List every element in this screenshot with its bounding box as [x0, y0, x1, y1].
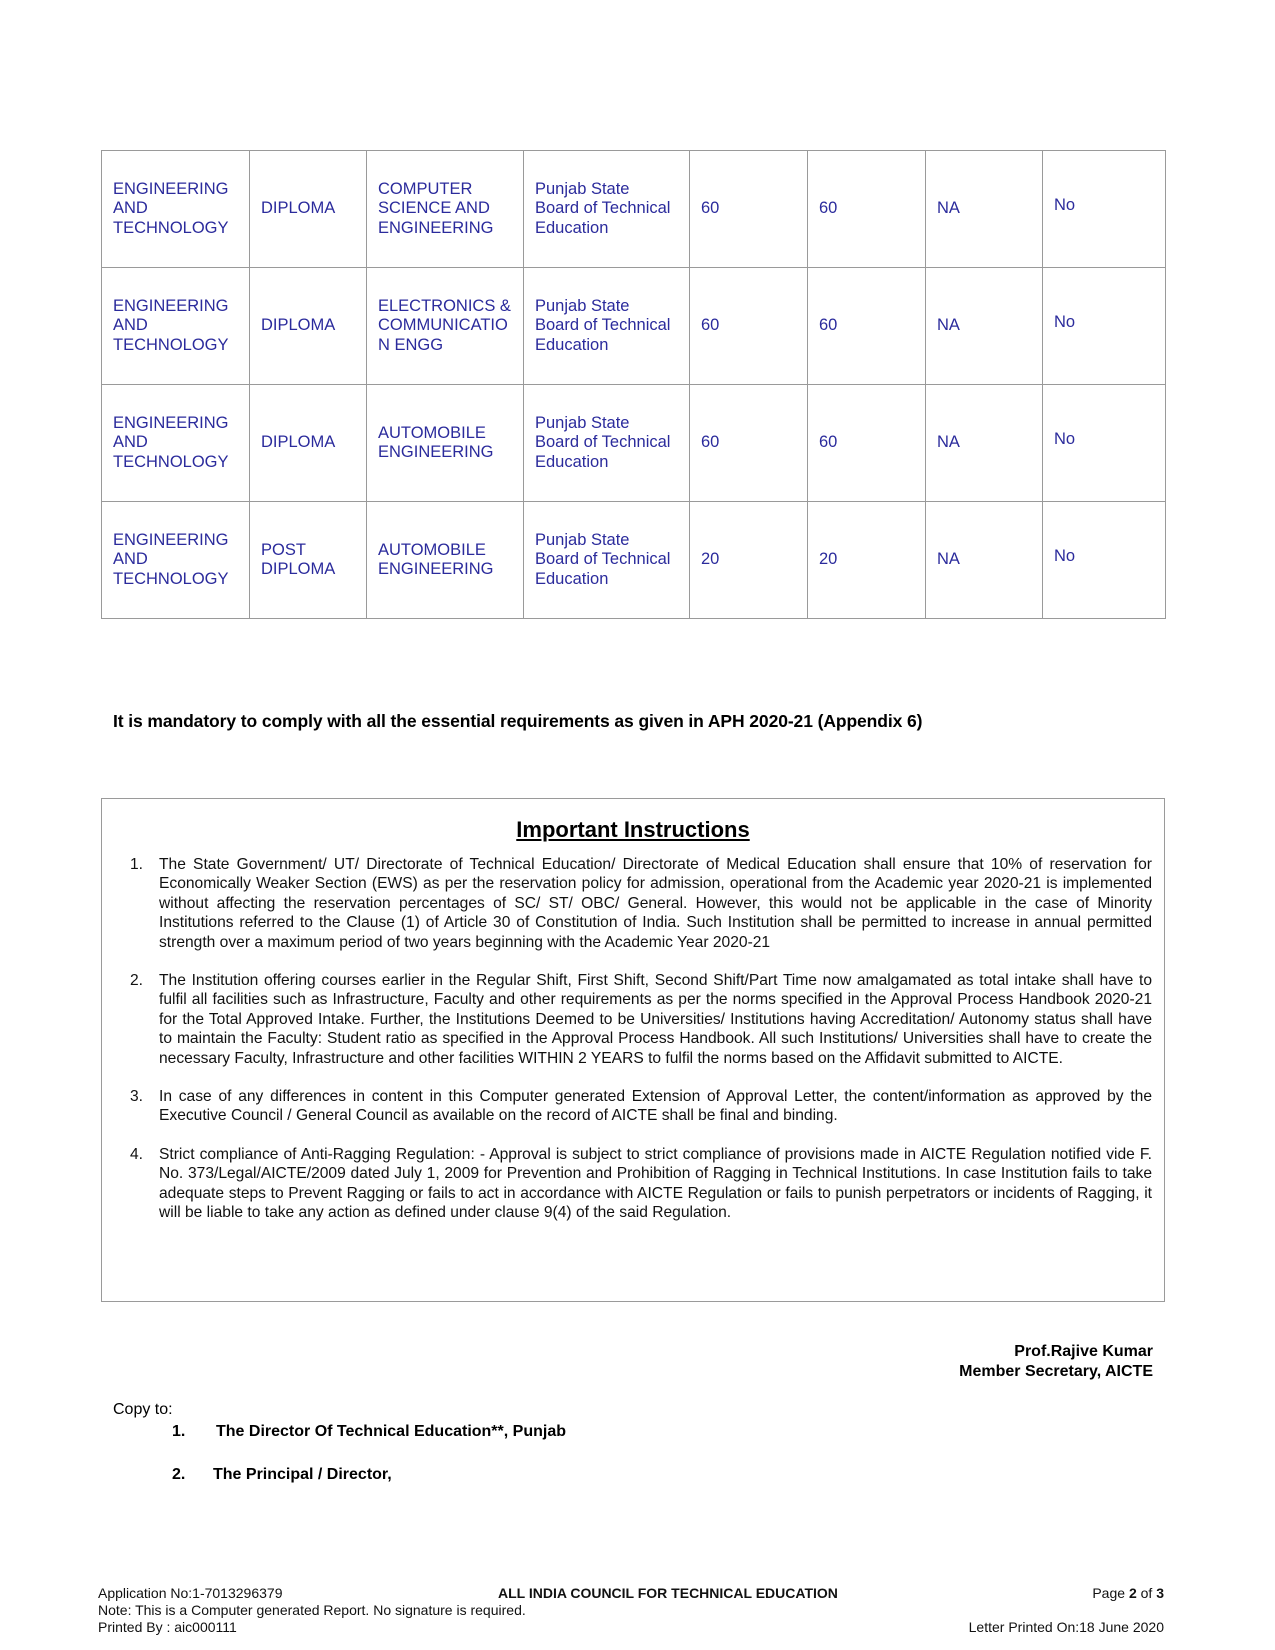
- instructions-title: Important Instructions: [516, 817, 750, 842]
- instruction-item: [124, 971, 1152, 1068]
- instruction-item: [124, 855, 1152, 952]
- program-cell: ENGINEERING AND TECHNOLOGY: [102, 385, 250, 502]
- application-number: Application No:1-7013296379: [98, 1585, 283, 1601]
- intake-approved-cell: 60: [690, 268, 808, 385]
- instruction-item: [124, 1145, 1152, 1223]
- level-cell: DIPLOMA: [250, 151, 367, 268]
- instruction-number: 4.: [130, 1145, 144, 1163]
- course-cell: ELECTRONICS & COMMUNICATIO N ENGG: [367, 268, 524, 385]
- mandatory-notice: It is mandatory to comply with all the essential requirements as given in APH 2020-21 (Appendix 6): [113, 711, 923, 731]
- page-total: 3: [1156, 1585, 1164, 1601]
- instruction-number: 2.: [130, 972, 144, 990]
- instruction-text: The State Government/ UT/ Directorate of Technical Education/ Directorate of Medical Education shall ensure that 10% of reservation for Economically Weaker Section (EWS) as per the reservation policy for admission, operational from the Academic year 2020-21 is implemented without affecting the reservation percentages of SC/ ST/ OBC/ General. However, this would not be applicable in the case of Minority Institutions referred to the Clause (1) of Article 30 of Constitution of India. Such Institution shall be permitted to increase in annual permitted strength over a maximum period of two years beginning with the Academic Year 2020-21: [159, 856, 1152, 951]
- course-cell: AUTOMOBILE ENGINEERING: [367, 385, 524, 502]
- copy-to-number: 1.: [172, 1423, 186, 1440]
- level-cell: POST DIPLOMA: [250, 502, 367, 619]
- printed-by: Printed By : aic000111: [98, 1619, 237, 1635]
- level-cell: DIPLOMA: [250, 268, 367, 385]
- course-cell: COMPUTER SCIENCE AND ENGINEERING: [367, 151, 524, 268]
- important-instructions-box: [101, 798, 1165, 1302]
- signatory-designation: Member Secretary, AICTE: [959, 1362, 1153, 1380]
- intake-approved-cell: 60: [690, 151, 808, 268]
- table-row: [102, 502, 1166, 619]
- instructions-list: [124, 855, 1152, 1242]
- intake-approved-cell: 60: [690, 385, 808, 502]
- level-cell: DIPLOMA: [250, 385, 367, 502]
- instruction-number: 3.: [130, 1088, 144, 1106]
- affiliating-body-cell: Punjab State Board of Technical Education: [524, 151, 690, 268]
- printed-on-date: Letter Printed On:18 June 2020: [968, 1619, 1164, 1635]
- nri-cell: NA: [926, 385, 1043, 502]
- organization-name: ALL INDIA COUNCIL FOR TECHNICAL EDUCATION: [498, 1585, 838, 1601]
- page-indicator: [1092, 1585, 1164, 1602]
- computer-generated-note: Note: This is a Computer generated Report. No signature is required.: [98, 1602, 526, 1618]
- nri-cell: NA: [926, 502, 1043, 619]
- course-intake-table: [101, 150, 1166, 619]
- course-cell: AUTOMOBILE ENGINEERING: [367, 502, 524, 619]
- copy-to-item: [172, 1466, 392, 1484]
- copy-to-item: [172, 1423, 566, 1441]
- copy-to-text: The Principal / Director,: [213, 1466, 392, 1483]
- signatory-name: Prof.Rajive Kumar: [1014, 1343, 1153, 1360]
- copy-to-label: Copy to:: [113, 1401, 173, 1418]
- instruction-text: The Institution offering courses earlier in the Regular Shift, First Shift, Second Shift/Part Time now amalgamated as total intake shall have to fulfil all facilities such as Infrastructure, Faculty and other requirements as per the norms specified in the Approval Process Handbook 2020-21 for the Total Approved Intake. Further, the Institutions Deemed to be Universities/ Institutions having Accreditation/ Autonomy status shall have to maintain the Faculty: Student ratio as specified in the Approval Process Handbook. All such Institutions/ Universities shall have to create the necessary Faculty, Infrastructure and other facilities WITHIN 2 YEARS to fulfil the norms based on the Affidavit submitted to AICTE.: [159, 972, 1152, 1067]
- intake-previous-cell: 20: [808, 502, 926, 619]
- program-cell: ENGINEERING AND TECHNOLOGY: [102, 268, 250, 385]
- instruction-text: Strict compliance of Anti-Ragging Regulation: - Approval is subject to strict compliance of provisions made in AICTE Regulation notified vide F. No. 373/Legal/AICTE/2009 dated July 1, 2009 for Prevention and Prohibition of Ragging in Technical Institutions. In case Institution fails to take adequate steps to Prevent Ragging or fails to act in accordance with AICTE Regulation or fails to punish perpetrators or incidents of Ragging, it will be liable to take any action as defined under clause 9(4) of the said Regulation.: [159, 1145, 1152, 1222]
- page-current: 2: [1128, 1585, 1137, 1601]
- pio-foreign-cell: No: [1043, 151, 1166, 268]
- copy-to-text: The Director Of Technical Education**, Punjab: [216, 1423, 566, 1440]
- nri-cell: NA: [926, 268, 1043, 385]
- program-cell: ENGINEERING AND TECHNOLOGY: [102, 151, 250, 268]
- intake-previous-cell: 60: [808, 268, 926, 385]
- page-of: of: [1136, 1585, 1157, 1601]
- page-prefix: Page: [1092, 1585, 1129, 1601]
- program-cell: ENGINEERING AND TECHNOLOGY: [102, 502, 250, 619]
- intake-previous-cell: 60: [808, 151, 926, 268]
- pio-foreign-cell: No: [1043, 268, 1166, 385]
- pio-foreign-cell: No: [1043, 502, 1166, 619]
- signature-block: [959, 1342, 1153, 1381]
- nri-cell: NA: [926, 151, 1043, 268]
- intake-approved-cell: 20: [690, 502, 808, 619]
- table-row: [102, 268, 1166, 385]
- instruction-number: 1.: [130, 856, 144, 873]
- table-row: [102, 151, 1166, 268]
- affiliating-body-cell: Punjab State Board of Technical Education: [524, 268, 690, 385]
- pio-foreign-cell: No: [1043, 385, 1166, 502]
- copy-to-number: 2.: [172, 1466, 186, 1483]
- intake-previous-cell: 60: [808, 385, 926, 502]
- instruction-text: In case of any differences in content in this Computer generated Extension of Approval Letter, the content/information as approved by the Executive Council / General Council as available on the record of AICTE shall be final and binding.: [159, 1088, 1152, 1125]
- affiliating-body-cell: Punjab State Board of Technical Education: [524, 502, 690, 619]
- affiliating-body-cell: Punjab State Board of Technical Education: [524, 385, 690, 502]
- table-row: [102, 385, 1166, 502]
- instruction-item: [124, 1087, 1152, 1126]
- page-footer: [98, 1585, 1164, 1636]
